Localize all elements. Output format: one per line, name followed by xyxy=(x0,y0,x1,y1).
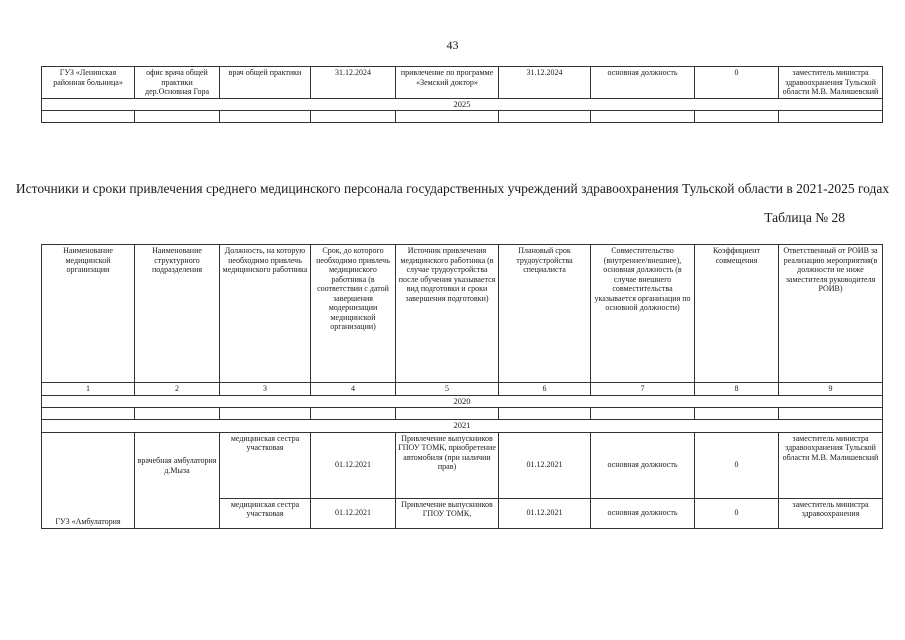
cell-combination: основная должность xyxy=(591,432,695,498)
year-2025: 2025 xyxy=(42,98,883,111)
cell-deadline: 01.12.2021 xyxy=(311,432,396,498)
cell-source: Привлечение выпускников ГПОУ ТОМК, xyxy=(396,498,499,528)
empty-cell xyxy=(396,408,499,420)
column-number-row xyxy=(42,383,883,396)
empty-cell xyxy=(311,111,396,123)
empty-cell xyxy=(42,408,135,420)
cell-combination: основная должность xyxy=(591,498,695,528)
header-org: Наименование медицинской организации xyxy=(42,245,135,383)
header-deadline: Срок, до которого необходимо привлечь медицинского работника (в соответствии с датой завершения модернизации медицинской организации) xyxy=(311,245,396,383)
top-table xyxy=(41,66,883,123)
empty-cell xyxy=(695,408,779,420)
cell-subdivision: врачебная амбулатория д.Мыза xyxy=(135,432,220,528)
colnum: 1 xyxy=(42,383,135,396)
empty-cell xyxy=(396,111,499,123)
colnum: 5 xyxy=(396,383,499,396)
header-subdivision: Наименование структурного подразделения xyxy=(135,245,220,383)
empty-cell xyxy=(499,111,591,123)
cell-position: врач общей практики xyxy=(220,67,311,99)
cell-org: ГУЗ «Ленинская районная больница» xyxy=(42,67,135,99)
cell-org: ГУЗ «Амбулатория xyxy=(42,432,135,528)
header-source: Источник привлечения медицинского работника (в случае трудоустройства после обучения указывается вид подготовки и сроки завершения подготовки) xyxy=(396,245,499,383)
year-2020: 2020 xyxy=(42,395,883,408)
empty-cell xyxy=(695,111,779,123)
main-table xyxy=(41,244,883,529)
year-row xyxy=(42,98,883,111)
colnum: 3 xyxy=(220,383,311,396)
colnum: 9 xyxy=(779,383,883,396)
page-number: 43 xyxy=(446,38,459,52)
colnum: 2 xyxy=(135,383,220,396)
header-position: Должность, на которую необходимо привлечь медицинского работника xyxy=(220,245,311,383)
cell-position: медицинская сестра участковая xyxy=(220,432,311,498)
header-combination: Совместительство (внутреннее/внешнее), основная должность (в случае внешнего совместительства указывается организация по основной должности) xyxy=(591,245,695,383)
cell-planned: 01.12.2021 xyxy=(499,498,591,528)
empty-cell xyxy=(779,111,883,123)
cell-source: привлечение по программе «Земский доктор» xyxy=(396,67,499,99)
colnum: 8 xyxy=(695,383,779,396)
cell-subdivision: офис врача общей практики дер.Основная Гора xyxy=(135,67,220,99)
colnum: 7 xyxy=(591,383,695,396)
header-coef: Коэффициент совмещения xyxy=(695,245,779,383)
empty-cell xyxy=(42,111,135,123)
cell-source: Привлечение выпускников ГПОУ ТОМК, приобретение автомобиля (при наличии прав) xyxy=(396,432,499,498)
empty-cell xyxy=(220,408,311,420)
header-row xyxy=(42,245,883,383)
empty-cell xyxy=(591,408,695,420)
empty-cell xyxy=(135,408,220,420)
cell-combination: основная должность xyxy=(591,67,695,99)
empty-cell xyxy=(135,111,220,123)
cell-planned: 31.12.2024 xyxy=(499,67,591,99)
year-2021: 2021 xyxy=(42,420,883,433)
cell-responsible: заместитель министра здравоохранения Тульской области М.В. Малишевский xyxy=(779,67,883,99)
cell-deadline: 01.12.2021 xyxy=(311,498,396,528)
cell-coef: 0 xyxy=(695,67,779,99)
cell-responsible: заместитель министра здравоохранения Тульской области М.В. Малишевский xyxy=(779,432,883,498)
cell-position: медицинская сестра участковая xyxy=(220,498,311,528)
empty-row xyxy=(42,111,883,123)
table-row xyxy=(42,67,883,99)
empty-cell xyxy=(499,408,591,420)
table-number: Таблица № 28 xyxy=(764,210,845,225)
cell-deadline: 31.12.2024 xyxy=(311,67,396,99)
colnum: 4 xyxy=(311,383,396,396)
year-row xyxy=(42,395,883,408)
header-planned: Плановый срок трудоустройства специалиста xyxy=(499,245,591,383)
cell-coef: 0 xyxy=(695,498,779,528)
empty-cell xyxy=(311,408,396,420)
empty-cell xyxy=(779,408,883,420)
table-row xyxy=(42,432,883,498)
empty-cell xyxy=(591,111,695,123)
colnum: 6 xyxy=(499,383,591,396)
year-row xyxy=(42,420,883,433)
cell-planned: 01.12.2021 xyxy=(499,432,591,498)
empty-row xyxy=(42,408,883,420)
section-heading: Источники и сроки привлечения среднего медицинского персонала государственных учреждений здравоохранения Тульской области в 2021-2025 годах xyxy=(15,181,890,196)
cell-responsible: заместитель министра здравоохранения xyxy=(779,498,883,528)
cell-coef: 0 xyxy=(695,432,779,498)
empty-cell xyxy=(220,111,311,123)
header-responsible: Ответственный от РОИВ за реализацию мероприятия(в должности не ниже заместителя руководителя РОИВ) xyxy=(779,245,883,383)
